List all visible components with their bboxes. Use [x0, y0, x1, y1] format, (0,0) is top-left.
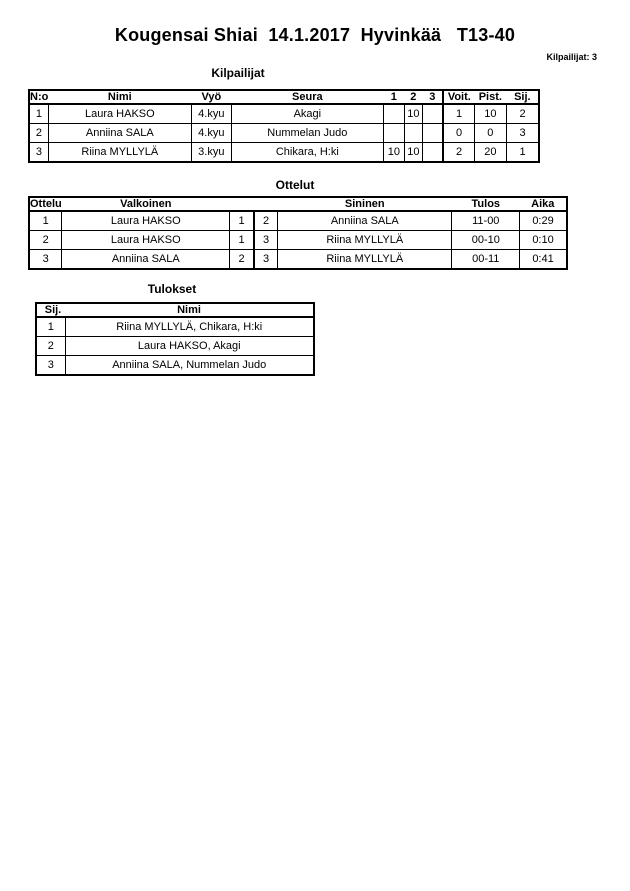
- ottelut-table: [28, 196, 568, 270]
- cell-match2: [404, 124, 422, 143]
- table-row: [29, 231, 567, 250]
- cell-pist: 0: [474, 124, 506, 143]
- cell-nimi: Laura HAKSO: [48, 104, 191, 124]
- cell-white-number: 1: [230, 231, 254, 250]
- column-header-spacer1: [230, 197, 254, 211]
- section-heading-ottelut: Ottelut: [275, 178, 315, 192]
- column-header-no: N:o: [30, 91, 49, 103]
- competitors-count: Kilpailijat: 3: [546, 52, 597, 62]
- column-header-valkoinen: Valkoinen: [62, 197, 230, 211]
- cell-pist: 10: [474, 104, 506, 124]
- cell-vyo: 3.kyu: [191, 143, 231, 163]
- ottelut-header-row: [29, 197, 567, 211]
- cell-match2: 10: [404, 104, 422, 124]
- cell-nimi: Riina MYLLYLÄ, Chikara, H:ki: [65, 317, 314, 337]
- cell-no: 2: [29, 124, 48, 143]
- cell-voit: 1: [443, 104, 474, 124]
- column-header-sininen: Sininen: [278, 197, 452, 211]
- column-header-aika: Aika: [520, 197, 567, 211]
- cell-vyo: 4.kyu: [191, 104, 231, 124]
- cell-sij: 3: [36, 356, 65, 376]
- table-row: [36, 337, 314, 356]
- cell-aika: 0:10: [520, 231, 567, 250]
- cell-white-number: 1: [230, 211, 254, 231]
- tulokset-table: [35, 302, 315, 376]
- cell-nimi: Anniina SALA, Nummelan Judo: [65, 356, 314, 376]
- cell-nimi: Riina MYLLYLÄ: [48, 143, 191, 163]
- table-row: [29, 104, 539, 124]
- cell-sininen: Anniina SALA: [278, 211, 452, 231]
- column-header-seura: Seura: [231, 90, 383, 104]
- cell-pist: 20: [474, 143, 506, 163]
- section-heading-kilpailijat: Kilpailijat: [211, 66, 265, 80]
- column-header-sij: Sij.: [36, 303, 65, 317]
- cell-sij: 1: [36, 317, 65, 337]
- cell-sininen: Riina MYLLYLÄ: [278, 250, 452, 270]
- cell-sij: 1: [506, 143, 539, 163]
- kilpailijat-table: [28, 89, 540, 163]
- cell-tulos: 00-10: [452, 231, 520, 250]
- cell-match1: [383, 104, 404, 124]
- table-row: [29, 143, 539, 163]
- cell-blue-number: 3: [254, 231, 278, 250]
- cell-sij: 2: [36, 337, 65, 356]
- column-header-nimi: Nimi: [48, 90, 191, 104]
- cell-voit: 2: [443, 143, 474, 163]
- cell-match3: [422, 143, 443, 163]
- cell-no: 3: [29, 143, 48, 163]
- cell-aika: 0:41: [520, 250, 567, 270]
- cell-ottelu: 3: [29, 250, 62, 270]
- tulokset-header-row: [36, 303, 314, 317]
- column-header-spacer2: [254, 197, 278, 211]
- cell-match2: 10: [404, 143, 422, 163]
- column-header-sij: Sij.: [506, 90, 539, 104]
- column-header-match2: 2: [404, 90, 422, 104]
- cell-blue-number: 3: [254, 250, 278, 270]
- column-header-voit: Voit.: [443, 90, 474, 104]
- cell-seura: Akagi: [231, 104, 383, 124]
- cell-voit: 0: [443, 124, 474, 143]
- page-title: Kougensai Shiai 14.1.2017 Hyvinkää T13-40: [114, 25, 516, 45]
- column-header-match1: 1: [383, 90, 404, 104]
- cell-aika: 0:29: [520, 211, 567, 231]
- cell-no: 1: [29, 104, 48, 124]
- column-header-pist: Pist.: [474, 90, 506, 104]
- cell-tulos: 00-11: [452, 250, 520, 270]
- table-row: [29, 211, 567, 231]
- table-row: [29, 124, 539, 143]
- cell-match1: 10: [383, 143, 404, 163]
- column-header-ottelu: Ottelu: [30, 198, 62, 210]
- cell-blue-number: 2: [254, 211, 278, 231]
- column-header-vyo: Vyö: [191, 90, 231, 104]
- cell-ottelu: 2: [29, 231, 62, 250]
- kilpailijat-header-row: [29, 90, 539, 104]
- cell-match3: [422, 104, 443, 124]
- cell-sij: 3: [506, 124, 539, 143]
- table-row: [36, 317, 314, 337]
- cell-match3: [422, 124, 443, 143]
- cell-valkoinen: Laura HAKSO: [62, 211, 230, 231]
- column-header-nimi: Nimi: [65, 303, 314, 317]
- column-header-tulos: Tulos: [452, 197, 520, 211]
- cell-seura: Chikara, H:ki: [231, 143, 383, 163]
- cell-vyo: 4.kyu: [191, 124, 231, 143]
- cell-match1: [383, 124, 404, 143]
- cell-white-number: 2: [230, 250, 254, 270]
- cell-sij: 2: [506, 104, 539, 124]
- cell-nimi: Anniina SALA: [48, 124, 191, 143]
- cell-sininen: Riina MYLLYLÄ: [278, 231, 452, 250]
- column-header-match3: 3: [422, 90, 443, 104]
- cell-seura: Nummelan Judo: [231, 124, 383, 143]
- table-row: [36, 356, 314, 376]
- cell-ottelu: 1: [29, 211, 62, 231]
- cell-valkoinen: Anniina SALA: [62, 250, 230, 270]
- cell-tulos: 11-00: [452, 211, 520, 231]
- section-heading-tulokset: Tulokset: [147, 282, 197, 296]
- table-row: [29, 250, 567, 270]
- cell-nimi: Laura HAKSO, Akagi: [65, 337, 314, 356]
- cell-valkoinen: Laura HAKSO: [62, 231, 230, 250]
